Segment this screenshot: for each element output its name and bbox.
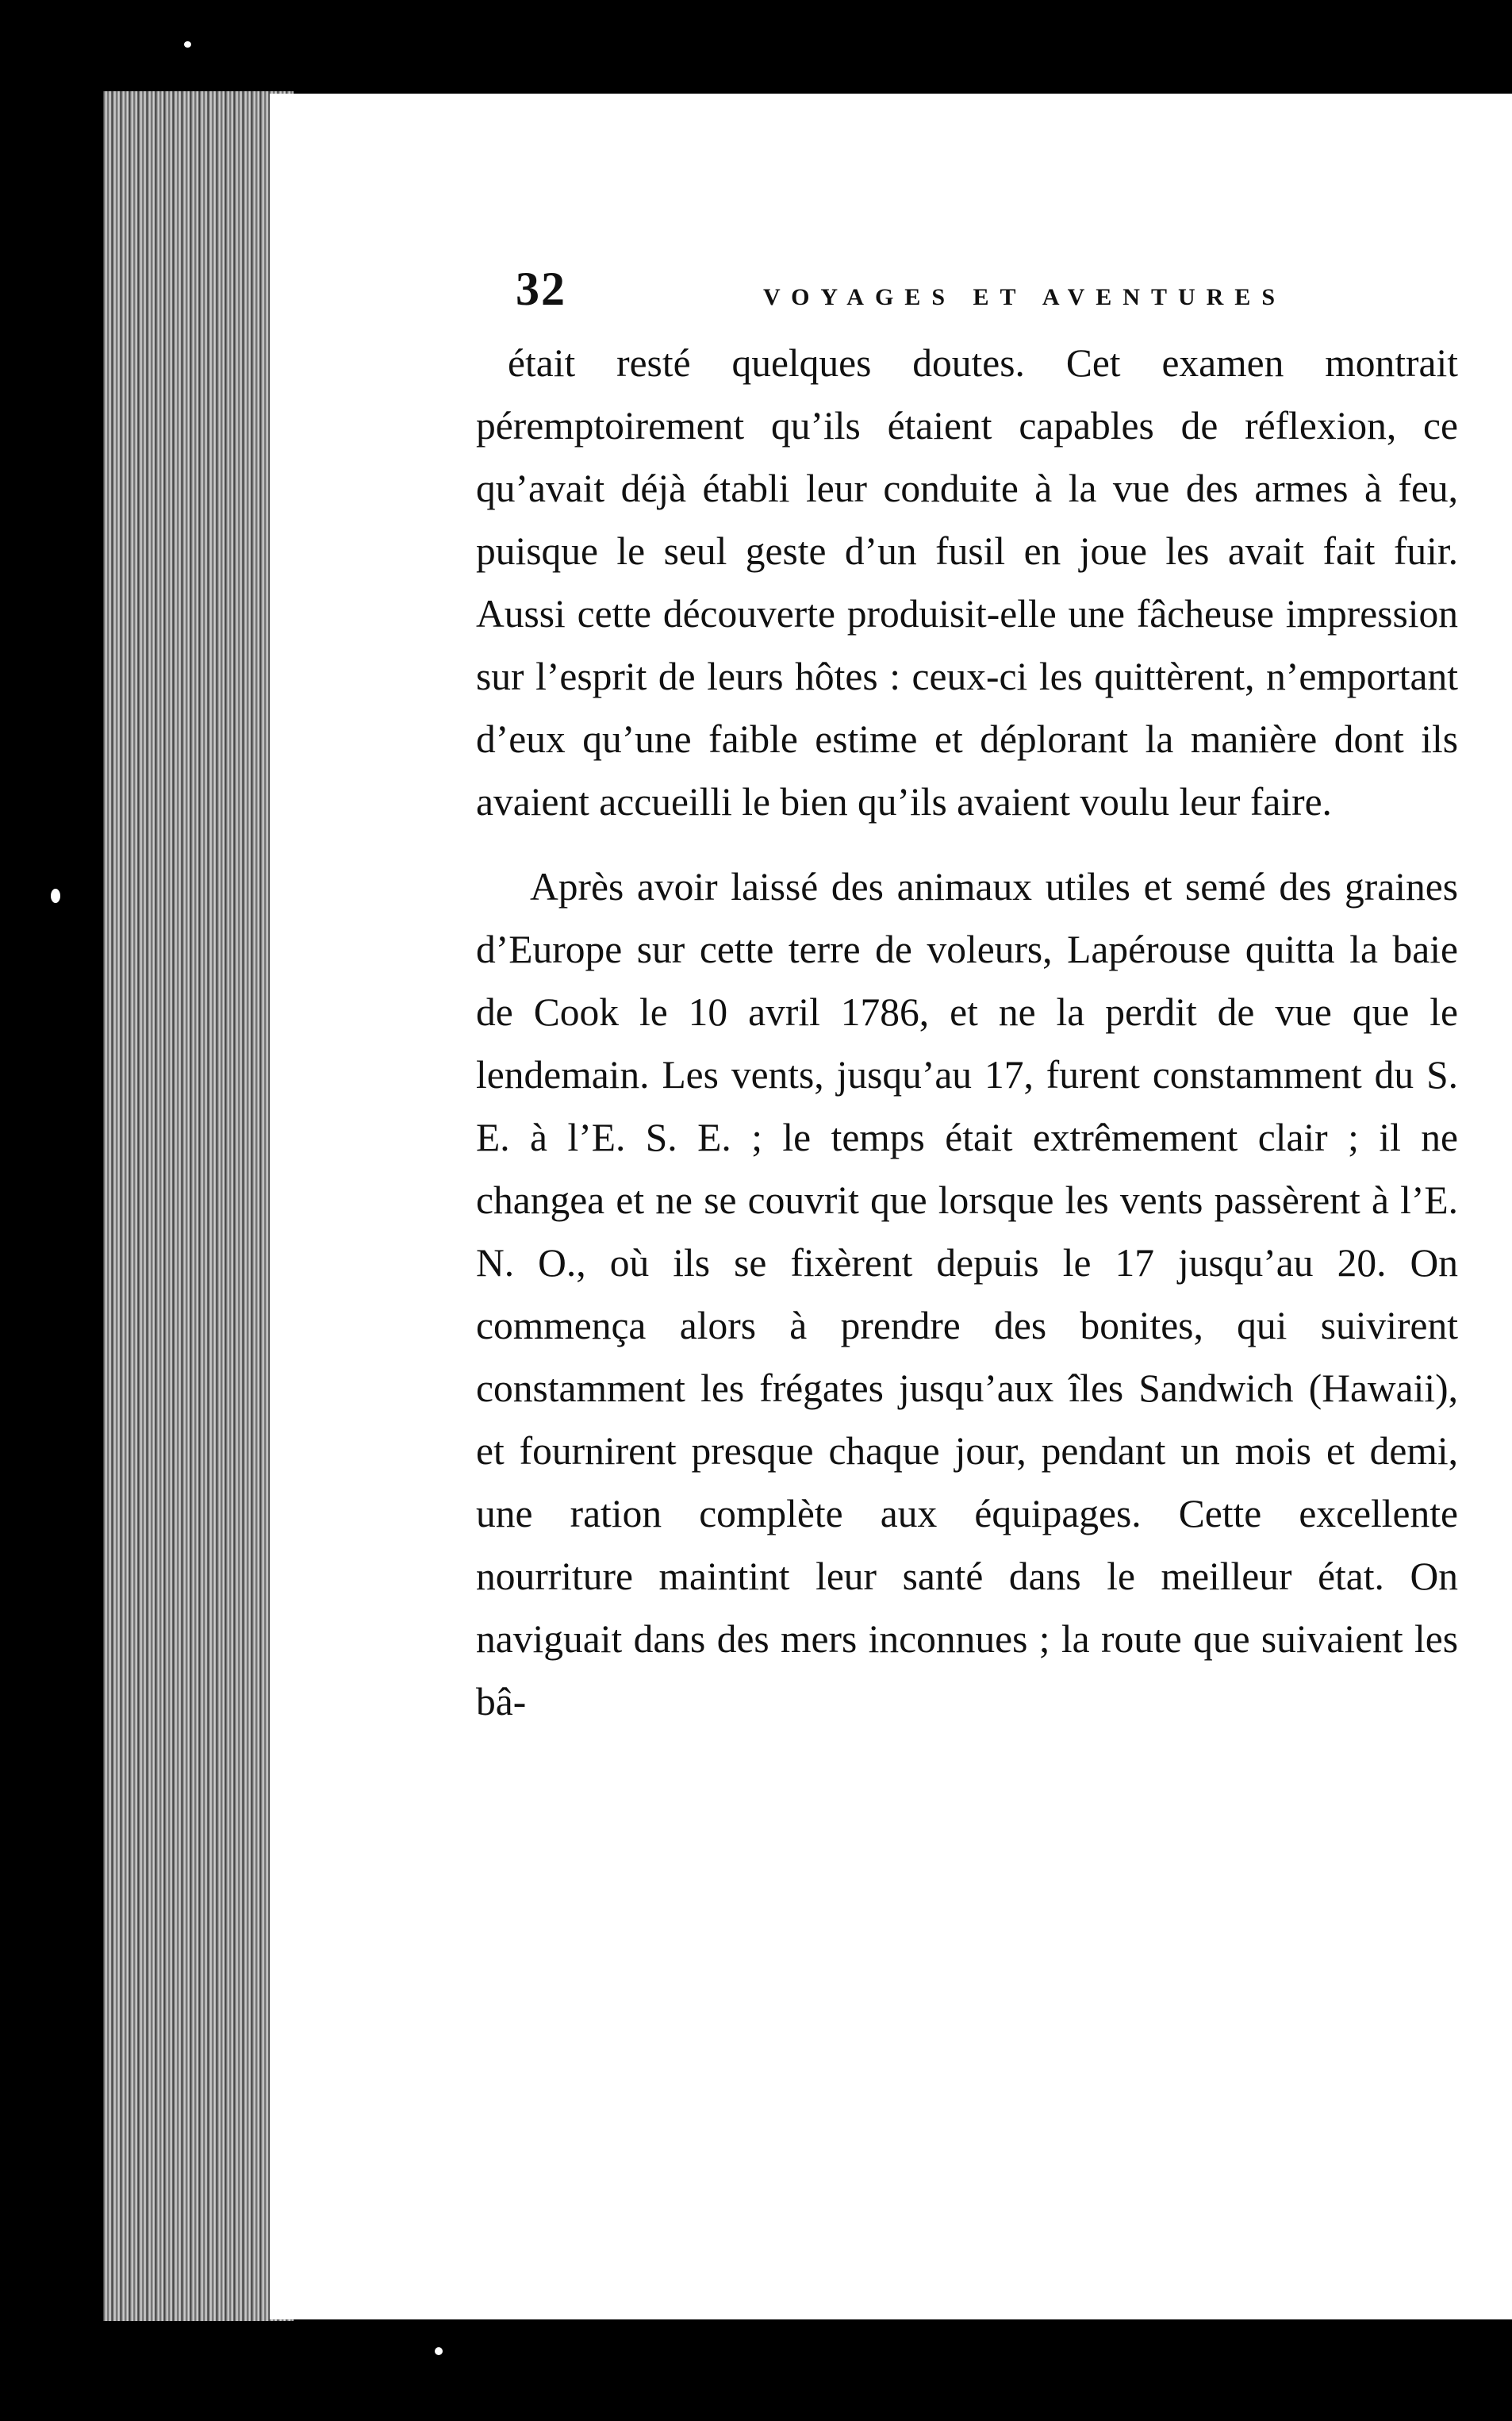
- scan-speck: [435, 2347, 443, 2355]
- scan-speck: [1458, 1982, 1464, 1988]
- page-header: [516, 262, 1309, 325]
- scan-speck: [184, 41, 191, 48]
- body-text: [476, 332, 1458, 2022]
- page-number: 32: [516, 263, 566, 315]
- running-title: VOYAGES ET AVENTURES: [763, 284, 1286, 310]
- scan-speck: [51, 889, 60, 903]
- paragraph: Après avoir laissé des animaux utiles et semé des graines d’Europe sur cette terre de voleurs, Lapérouse quitta la baie de Cook le 10 avril 1786, et ne la perdit de vue que le lendemain. Les vents, jusqu’au 17, furent constamment du S. E. à l’E. S. E. ; le temps était extrêmement clair ; il ne changea et ne se couvrit que lorsque les vents passèrent à l’E. N. O., où ils se fixèrent depuis le 17 jusqu’au 20. On commença alors à prendre des bonites, qui suivirent constamment les frégates jusqu’aux îles Sandwich (Hawaii), et fournirent presque chaque jour, pendant un mois et demi, une ration complète aux équipages. Cette excellente nourriture maintint leur santé dans le meilleur état. On naviguait dans des mers inconnues ; la route que suivaient les bâ-: [476, 865, 1458, 1724]
- book-page-edges: [103, 91, 294, 2321]
- paragraph: était resté quelques doutes. Cet examen montrait péremptoirement qu’ils étaient capables de réflexion, ce qu’avait déjà établi leur conduite à la vue des armes à feu, puisque le seul geste d’un fusil en joue les avait fait fuir. Aussi cette découverte produisit-elle une fâcheuse impression sur l’esprit de leurs hôtes : ceux-ci les quittèrent, n’emportant d’eux qu’une faible estime et déplorant la manière dont ils avaient accueilli le bien qu’ils avaient voulu leur faire.: [476, 341, 1458, 824]
